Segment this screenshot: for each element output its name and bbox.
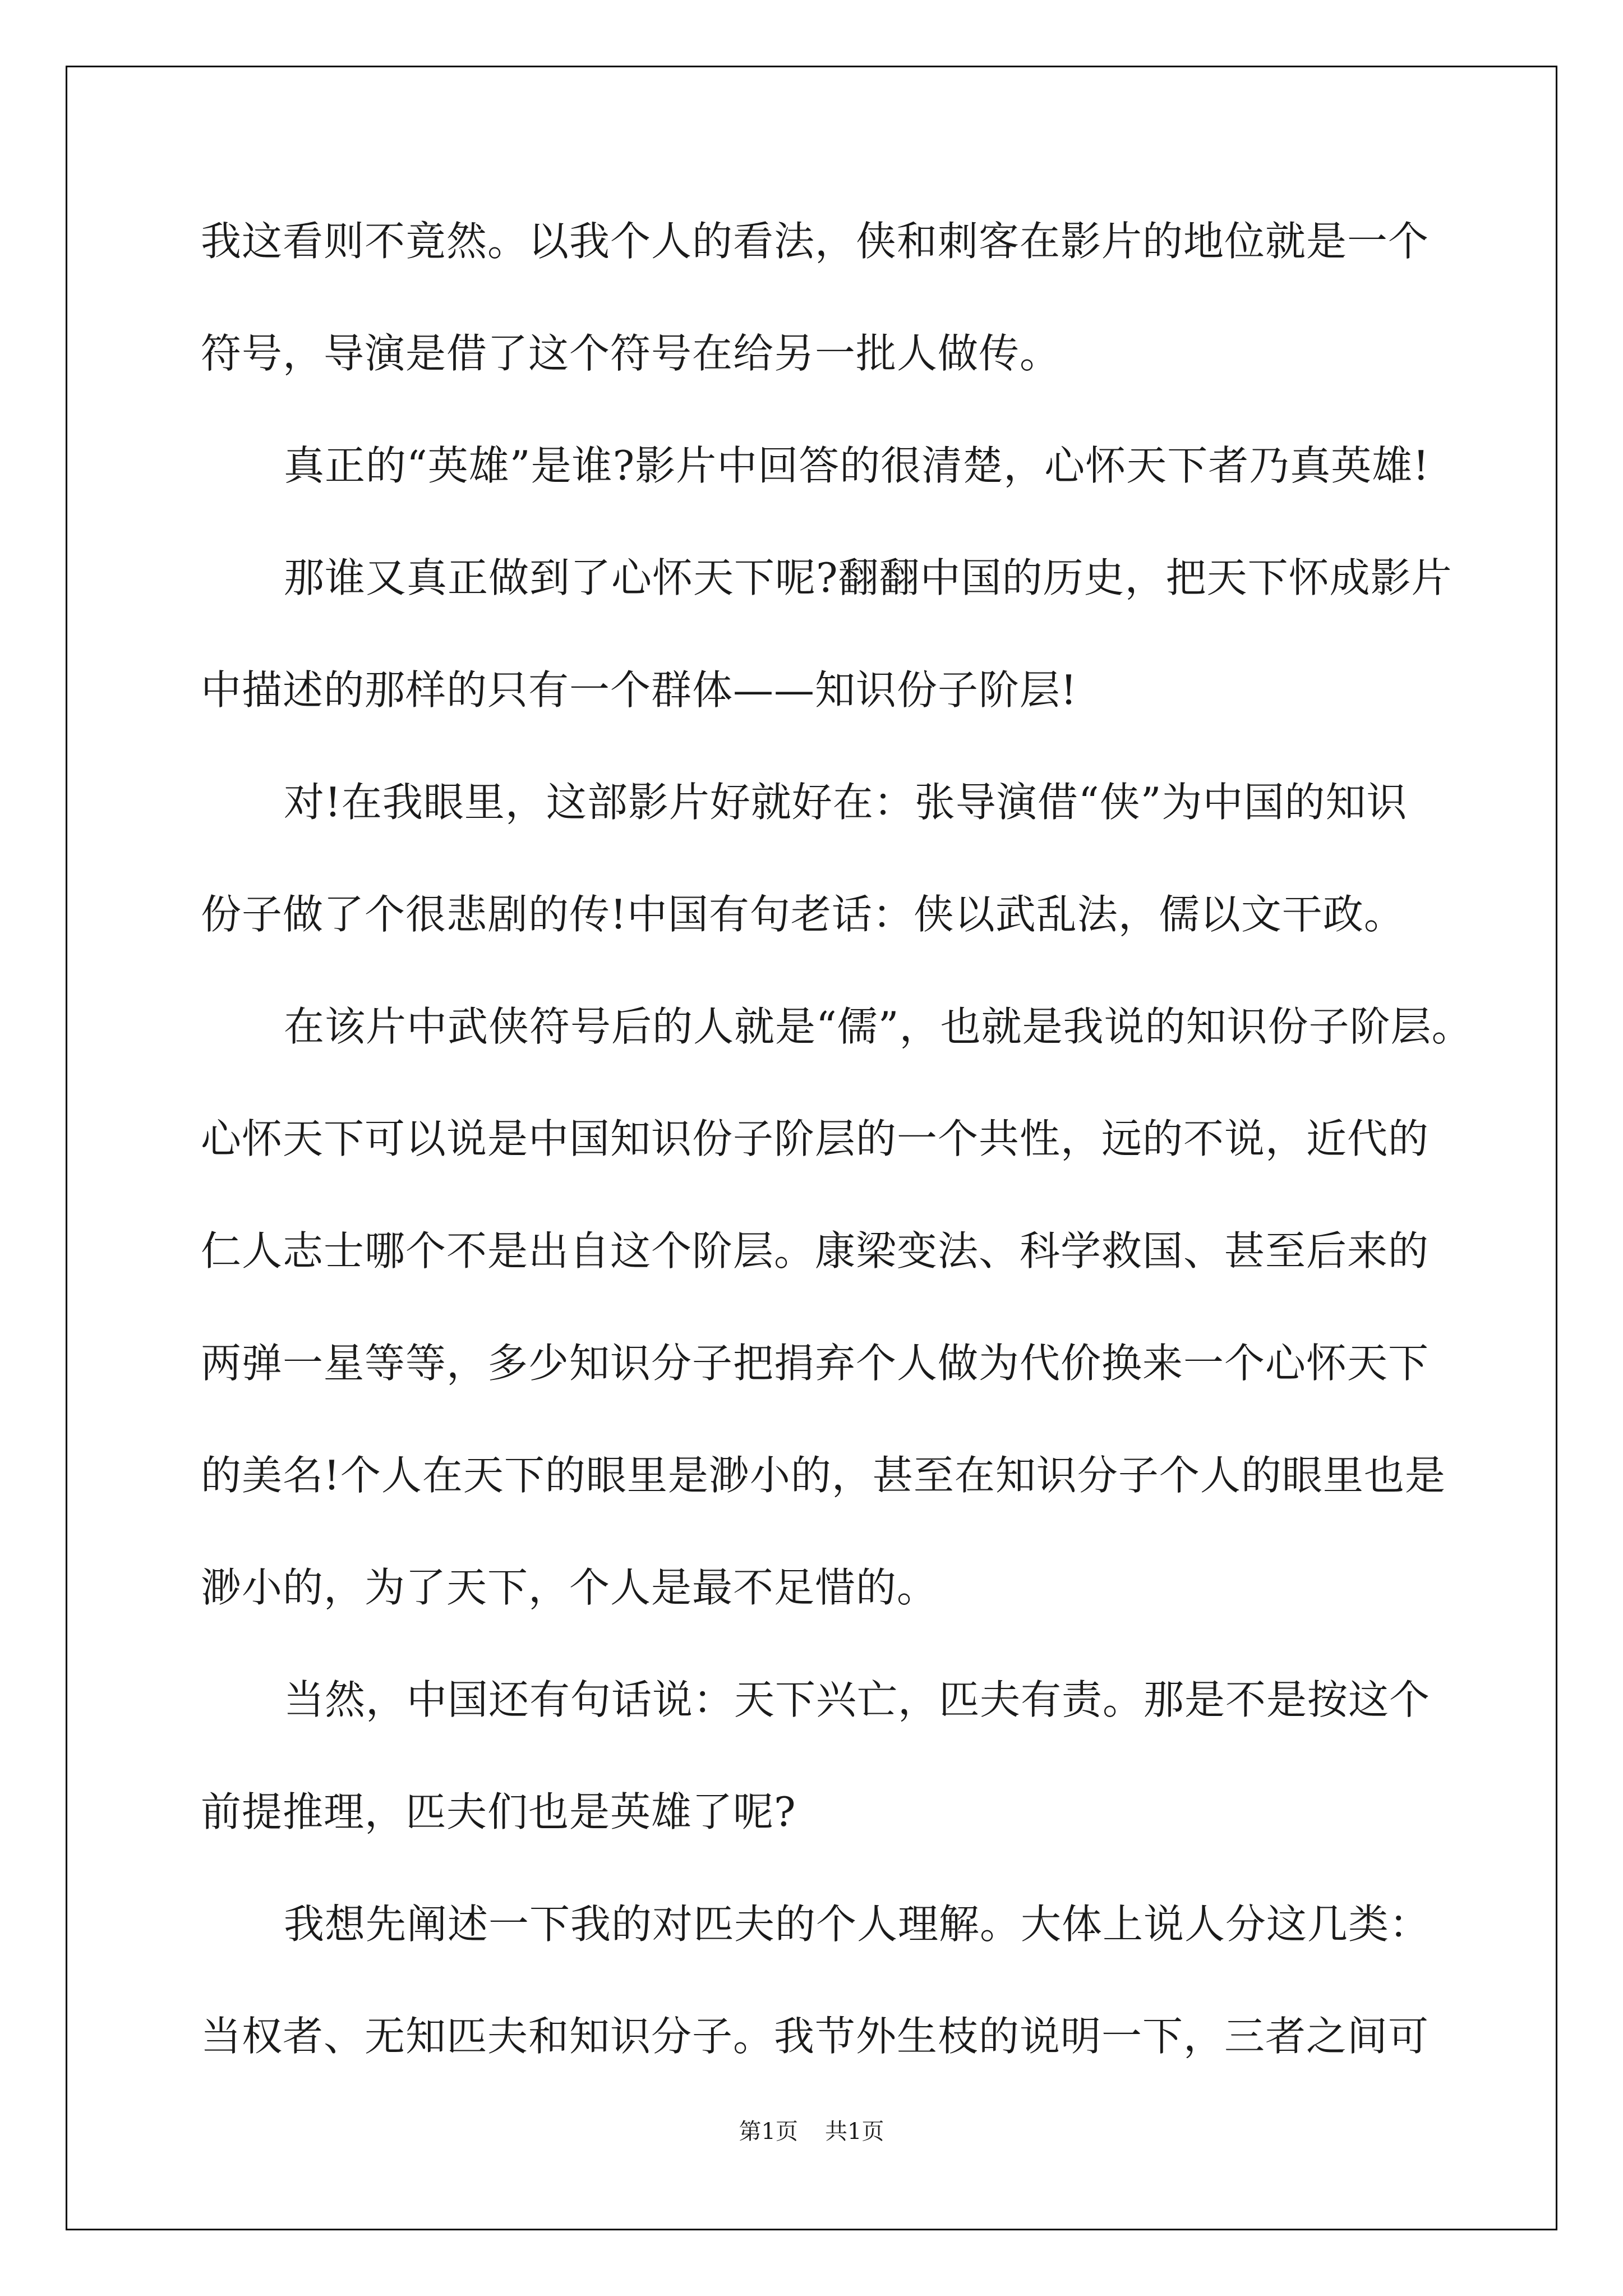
text-line: 中描述的那样的只有一个群体——知识份子阶层! <box>201 666 1077 714</box>
text-line: 心怀天下可以说是中国知识份子阶层的一个共性，远的不说，近代的 <box>201 1115 1430 1162</box>
text-line: 渺小的，为了天下，个人是最不足惜的。 <box>201 1564 938 1611</box>
paragraph-start-line: 我想先阐述一下我的对匹夫的个人理解。大体上说人分这几类： <box>284 1901 1431 1948</box>
page-number-current: 第1页 <box>739 2119 798 2145</box>
text-line: 符号，导演是借了这个符号在给另一批人做传。 <box>201 330 1061 377</box>
text-line: 仁人志士哪个不是出自这个阶层。康梁变法、科学救国、甚至后来的 <box>201 1227 1430 1274</box>
document-body <box>201 185 1473 2092</box>
text-line: 前提推理，匹夫们也是英雄了呢? <box>201 1788 796 1835</box>
text-line: 份子做了个很悲剧的传!中国有句老话：侠以武乱法，儒以文干政。 <box>201 891 1405 938</box>
paragraph-start-line: 当然，中国还有句话说：天下兴亡，匹夫有责。那是不是按这个 <box>284 1676 1431 1723</box>
text-line: 当权者、无知匹夫和知识分子。我节外生枝的说明一下，三者之间可 <box>201 2013 1430 2060</box>
page-footer <box>0 2115 1623 2148</box>
text-line: 我这看则不竟然。以我个人的看法，侠和刺客在影片的地位就是一个 <box>201 218 1430 265</box>
text-line: 两弹一星等等，多少知识分子把捐弃个人做为代价换来一个心怀天下 <box>201 1340 1430 1387</box>
paragraph-start-line: 对!在我眼里，这部影片好就好在：张导演借“侠”为中国的知识 <box>284 779 1408 826</box>
page-number-total: 共1页 <box>825 2119 884 2145</box>
text-line: 的美名!个人在天下的眼里是渺小的，甚至在知识分子个人的眼里也是 <box>201 1452 1446 1499</box>
paragraph-start-line: 在该片中武侠符号后的人就是“儒”，也就是我说的知识份子阶层。 <box>284 1003 1473 1050</box>
paragraph-start-line: 那谁又真正做到了心怀天下呢?翻翻中国的历史，把天下怀成影片 <box>284 554 1453 601</box>
paragraph-start-line: 真正的“英雄”是谁?影片中回答的很清楚，心怀天下者乃真英雄! <box>284 442 1430 489</box>
